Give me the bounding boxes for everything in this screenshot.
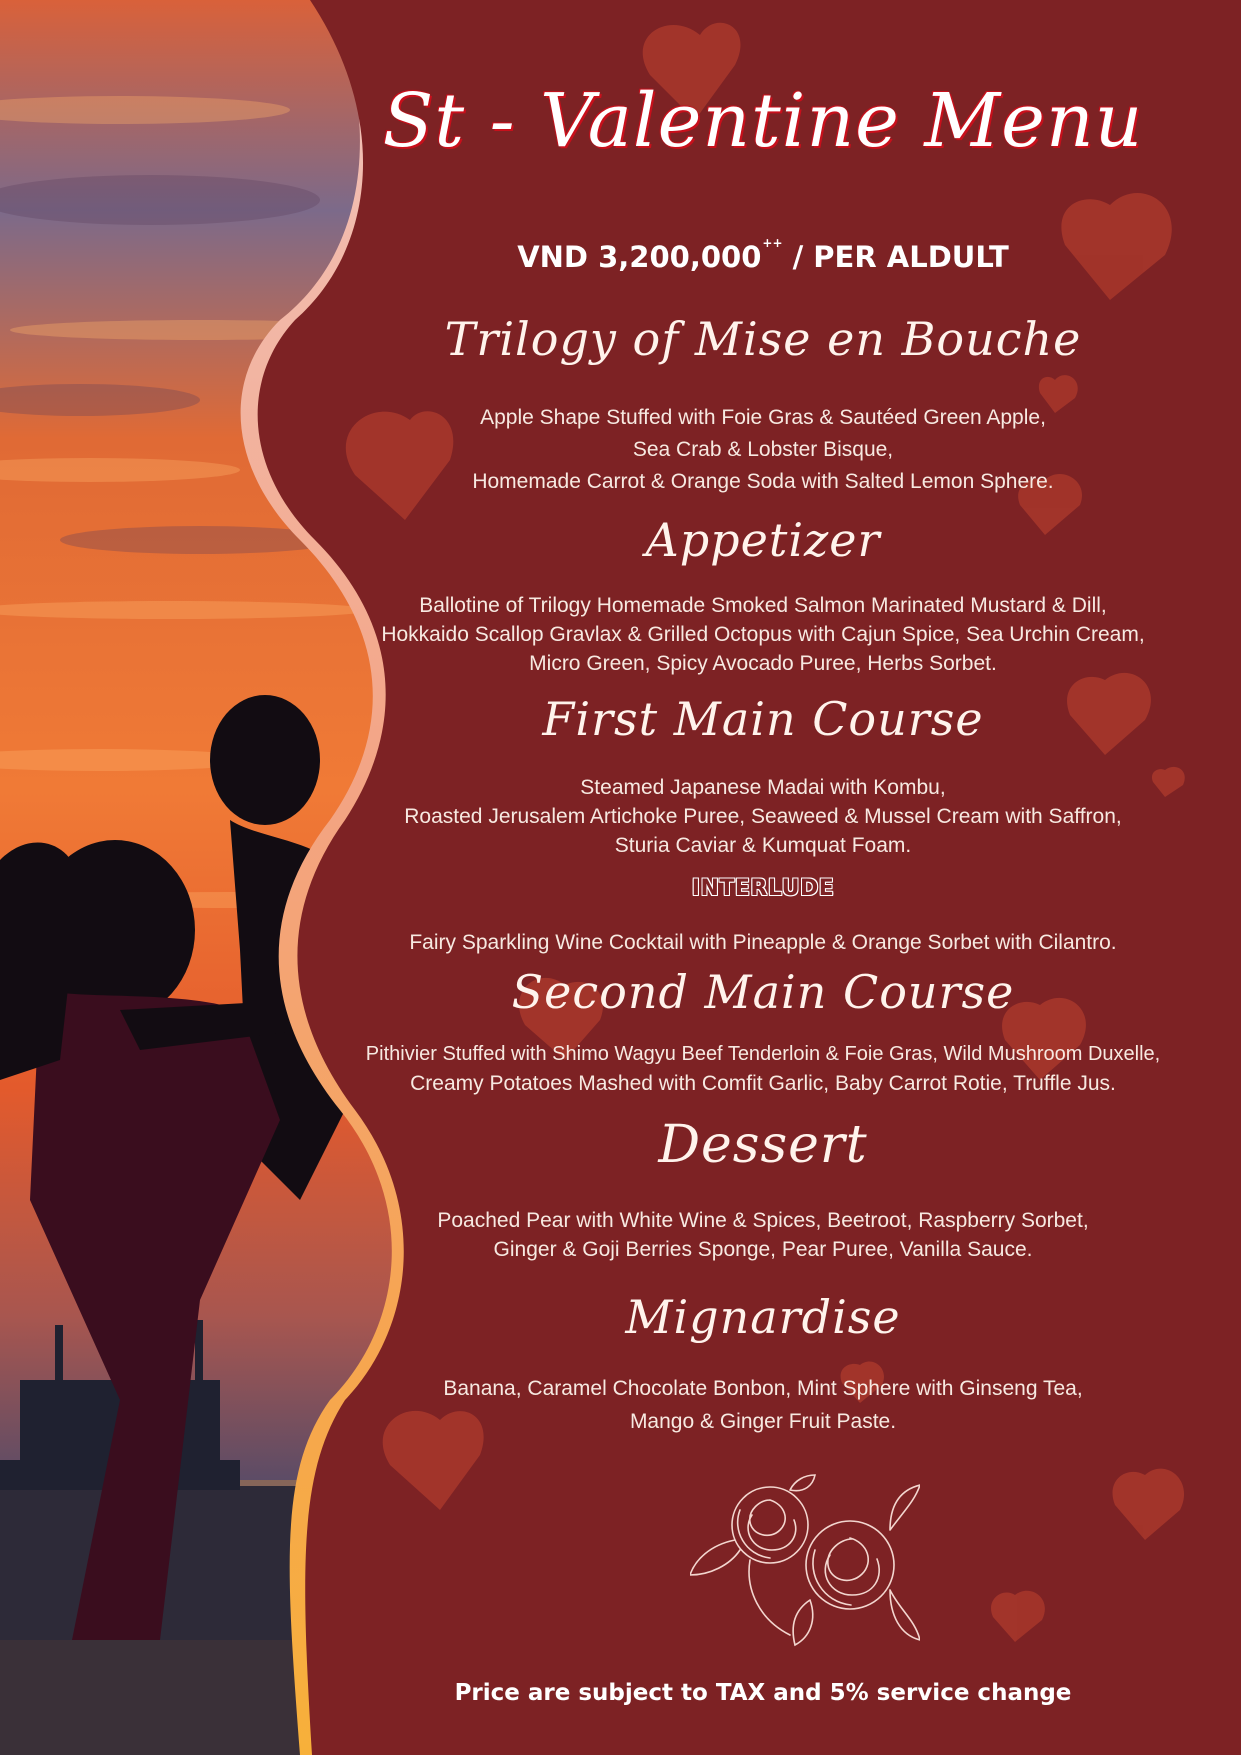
course-item: Sturia Caviar & Kumquat Foam. bbox=[614, 834, 912, 857]
course-title-mignardise: Mignardise bbox=[625, 1290, 901, 1344]
course-items-first-main bbox=[285, 773, 1241, 860]
course-title-mise-en-bouche: Trilogy of Mise en Bouche bbox=[444, 312, 1082, 366]
course-items-interlude bbox=[285, 928, 1241, 957]
course-item: Mango & Ginger Fruit Paste. bbox=[629, 1410, 897, 1433]
course-item: Ballotine of Trilogy Homemade Smoked Salmon Marinated Mustard & Dill, bbox=[419, 594, 1107, 617]
course-title-appetizer: Appetizer bbox=[645, 513, 881, 567]
course-title-dessert: Dessert bbox=[658, 1115, 868, 1175]
course-item: Sea Crab & Lobster Bisque, bbox=[632, 438, 894, 461]
course-item: Steamed Japanese Madai with Kombu, bbox=[580, 776, 946, 799]
footer-note: Price are subject to TAX and 5% service change bbox=[454, 1680, 1072, 1706]
course-item: Fairy Sparkling Wine Cocktail with Pineapple & Orange Sorbet with Cilantro. bbox=[409, 931, 1117, 954]
course-title-interlude: INTERLUDE bbox=[691, 876, 835, 901]
course-items-appetizer bbox=[285, 591, 1241, 678]
rose-illustration bbox=[690, 1470, 920, 1650]
price-amount: VND 3,200,000 bbox=[517, 240, 762, 274]
course-item: Banana, Caramel Chocolate Bonbon, Mint Sphere with Ginseng Tea, bbox=[443, 1377, 1083, 1400]
course-item: Roasted Jerusalem Artichoke Puree, Seaweed & Mussel Cream with Saffron, bbox=[404, 805, 1122, 828]
menu-content bbox=[285, 0, 1241, 1755]
course-title-first-main: First Main Course bbox=[542, 692, 984, 746]
course-items-second-main bbox=[285, 1040, 1241, 1098]
course-title-second-main: Second Main Course bbox=[511, 965, 1015, 1019]
course-items-mignardise bbox=[285, 1372, 1241, 1438]
course-item: Poached Pear with White Wine & Spices, Beetroot, Raspberry Sorbet, bbox=[437, 1209, 1089, 1232]
course-items-mise-en-bouche bbox=[285, 402, 1241, 498]
course-item: Creamy Potatoes Mashed with Comfit Garlic, Baby Carrot Rotie, Truffle Jus. bbox=[410, 1072, 1116, 1095]
course-item: Micro Green, Spicy Avocado Puree, Herbs Sorbet. bbox=[529, 652, 997, 675]
course-item: Pithivier Stuffed with Shimo Wagyu Beef Tenderloin & Foie Gras, Wild Mushroom Duxelle, bbox=[365, 1043, 1161, 1065]
price-plus-plus: ++ bbox=[762, 236, 783, 250]
course-items-dessert bbox=[285, 1206, 1241, 1264]
price-per-adult: / PER ALDULT bbox=[782, 240, 1009, 274]
course-item: Homemade Carrot & Orange Soda with Salted Lemon Sphere. bbox=[472, 470, 1054, 493]
course-item: Ginger & Goji Berries Sponge, Pear Puree, Vanilla Sauce. bbox=[493, 1238, 1033, 1261]
menu-title: St - Valentine Menu bbox=[382, 78, 1144, 164]
course-item: Hokkaido Scallop Gravlax & Grilled Octopus with Cajun Spice, Sea Urchin Cream, bbox=[381, 623, 1145, 646]
price-line bbox=[285, 236, 1241, 274]
course-item: Apple Shape Stuffed with Foie Gras & Sautéed Green Apple, bbox=[480, 406, 1046, 429]
